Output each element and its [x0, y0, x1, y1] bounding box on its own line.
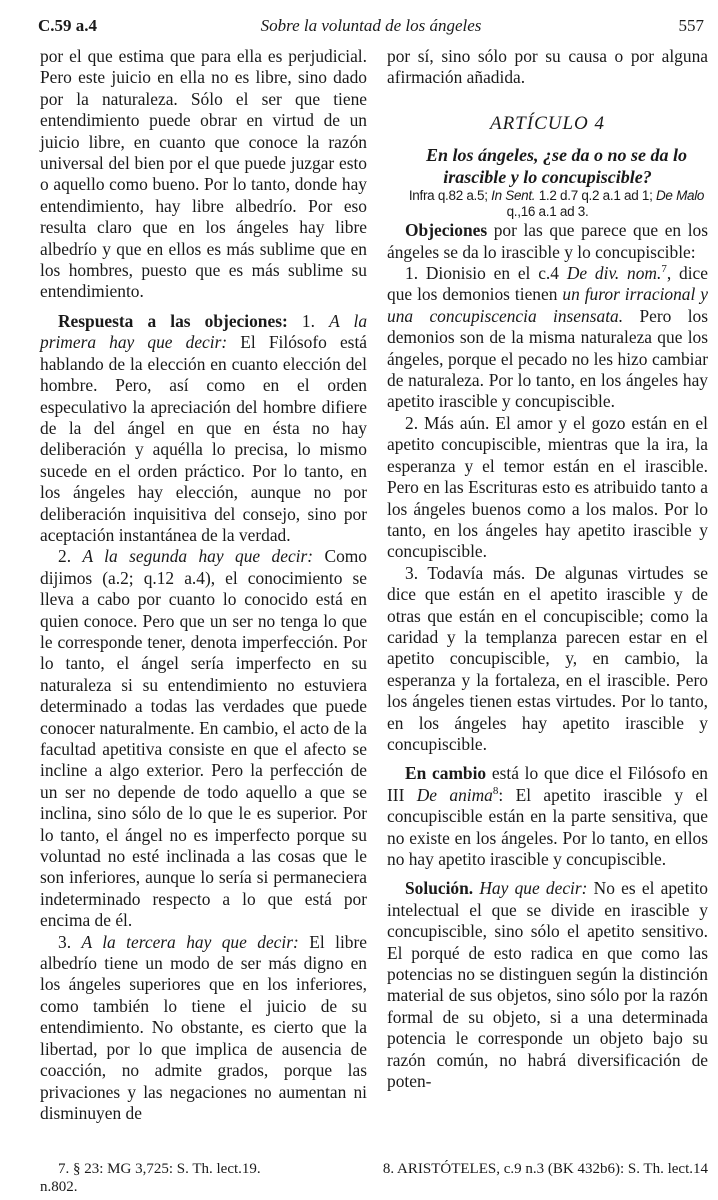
- objections-label: Objeciones: [405, 220, 488, 241]
- solution-lead: Hay que decir:: [479, 878, 588, 899]
- reply-3-text: El libre albedrío tiene un modo de ser más digno en los ángeles superiores que en los inferiores, como también lo tiene el juicio de su entendimiento. No obstante, es cierto que la libertad, por lo que implica de ausencia de coacción, no admite grados, porque las privaciones y las negaciones no aumentan ni disminuyen de: [40, 931, 367, 1123]
- paragraph-continuation: por el que estima que para ella es perjudicial. Pero este juicio en ella no es libre, sino dado por la naturaleza. Sólo el ser que tiene entendimiento puede obrar en virtud de un juicio libre, en cuanto que conoce la razón universal del bien por el que puede juzgar esto o aquello como bueno. Por lo tanto, donde hay entendimiento, hay libre albedrío. Por eso resulta claro que en los ángeles hay libre albedrío y que en ellos es más sublime que en los hombres, puesto que es más sublime su entendimiento.: [40, 46, 367, 302]
- reply-3-number: 3.: [58, 931, 72, 952]
- right-column: [387, 46, 708, 1092]
- footnote-row: [40, 1160, 708, 1178]
- footnote-8: 8. ARISTÓTELES, c.9 n.3 (BK 432b6): S. Th. lect.14: [382, 1161, 708, 1177]
- objections-intro: [387, 220, 708, 263]
- objection-2: 2. Más aún. El amor y el gozo están en el apetito concupiscible, mientras que la ira, la esperanza y el temor están en el irascible. Pero en las Escrituras esto es atribuido tanto a los ángeles buenos como a los malos. Por lo tanto, en los ángeles hay apetito irascible y concupiscible.: [387, 412, 708, 562]
- paragraph-continuation-right: por sí, sino sólo por su causa o por alguna afirmación añadida.: [387, 46, 708, 88]
- objection-3: 3. Todavía más. De algunas virtudes se dice que están en el apetito irascible y de otras que están en el concupiscible; como la caridad y la templanza parecen estar en el apetito concupiscible, y, en cambio, la esperanza y la fortaleza, en el irascible. Pero los ángeles tienen estas virtudes. Por lo tanto, en los ángeles hay apetito irascible y concupiscible.: [387, 562, 708, 754]
- solution: [387, 878, 708, 1092]
- running-header: [38, 16, 704, 40]
- solution-label: Solución.: [405, 878, 474, 899]
- article-title: ARTÍCULO 4: [489, 112, 606, 134]
- reply-objection-3: [40, 932, 367, 1125]
- page-number: 557: [678, 16, 704, 35]
- footnote-7: 7. § 23: MG 3,725: S. Th. lect.19.: [58, 1161, 261, 1177]
- ref-in-sent: In Sent.: [491, 188, 536, 204]
- reply-2-lead: A la segunda hay que decir:: [82, 546, 314, 567]
- reply-2-text: Como dijimos (a.2; q.12 a.4), el conocimiento se lleva a cabo por cuanto lo conocido está en quien conoce. Pero que un ser no tenga lo que le corresponde tener, denota imperfección. Por lo tanto, el ángel sería imperfecto en su naturaleza si su entendimiento no estuviera determinado a todas las verdades que puede conocer naturalmente. En cambio, el acto de la facultad apetitiva consiste en que el afecto se incline a algo exterior. Pero la perfección de un ser no depende de todo aquello a que se inclina, sino sólo de lo que le es superior. Por lo tanto, el ángel no es imperfecto porque su voluntad no esté inclinada a las cosas que le son inferiores, aunque lo sería si permaneciera indeterminado respecto a lo que está por encima de él.: [40, 546, 368, 931]
- objection-1-work-title: De div. nom.: [566, 263, 662, 284]
- reply-2-number: 2.: [58, 546, 72, 567]
- footnote-8-continuation: n.802.: [40, 1179, 78, 1195]
- article-question: En los ángeles, ¿se da o no se da lo irascible y lo concupiscible?: [425, 145, 688, 188]
- reply-objection-2: [40, 546, 367, 931]
- solution-text: No es el apetito intelectual el que se divide en irascible y concupiscible, sino sólo el apetito sensitivo. El porqué de esto radica en que como las potencias no se distinguen según la distinción material de sus objetos, sino sólo por la razón formal de su objeto, si a una determinada potencia le corresponde un objeto bajo su razón común, no habrá diversificación de poten-: [387, 878, 708, 1092]
- footnote-ref-8: 8: [492, 784, 499, 797]
- footnote-ref-7: 7: [661, 263, 667, 276]
- reply-objection-1: [40, 311, 367, 546]
- sed-contra-start: está lo que dice el Filósofo en III: [387, 763, 708, 805]
- ref-infra: Infra q.82 a.5;: [408, 188, 488, 204]
- objection-1-quote: un furor irracional y una concupiscencia insensata.: [387, 284, 708, 326]
- replies-label: Respuesta a las objeciones:: [58, 310, 288, 331]
- left-column: [40, 46, 367, 1124]
- footnotes: [40, 1160, 708, 1196]
- ref-de-malo-detail: q.,16 a.1 ad 3.: [506, 204, 589, 220]
- article-references: [387, 188, 708, 220]
- objection-1-start: 1. Dionisio en el c.4: [405, 263, 559, 284]
- reply-1-text: El Filósofo está hablando de la elección en cuanto elección del hombre. Pero, así como en el orden especulativo la apreciación del hombre difiere de la del ángel en que en ésta no hay deliberación y aquélla lo precisa, lo mismo sucede en el orden práctico. Por lo tanto, en los ángeles hay elección, aunque no por deliberación inquisitiva del consejo, sino por aceptación instantánea de la verdad.: [40, 332, 367, 545]
- objection-1: [387, 263, 708, 413]
- header-title: Sobre la voluntad de los ángeles: [260, 16, 482, 35]
- header-section: C.59 a.4: [38, 16, 98, 35]
- reply-1-number: 1.: [301, 310, 315, 331]
- objection-1-mid: , dice que los demonios tienen: [387, 263, 708, 305]
- sed-contra-work-title: De anima: [416, 784, 493, 805]
- objections-intro-text: por las que parece que en los ángeles se da lo irascible y lo concupiscible:: [387, 220, 708, 262]
- objection-1-end: Pero los demonios son de la misma naturaleza que los ángeles, porque el pecado no les hizo cambiar de naturaleza. Por lo tanto, en los ángeles hay apetito irascible y concupiscible.: [387, 305, 708, 412]
- sed-contra-label: En cambio: [405, 763, 487, 784]
- reply-1-lead: A la primera hay que decir:: [40, 310, 368, 353]
- reply-3-lead: A la tercera hay que decir:: [81, 931, 299, 952]
- ref-sent-detail: 1.2 d.7 q.2 a.1 ad 1;: [538, 188, 653, 204]
- sed-contra: [387, 763, 708, 870]
- ref-de-malo: De Malo: [655, 188, 705, 204]
- sed-contra-text: : El apetito irascible y el concupiscible están en la parte sensitiva, que no existe en los ángeles. Por lo tanto, en ellos no hay apetito irascible y concupiscible.: [387, 784, 708, 869]
